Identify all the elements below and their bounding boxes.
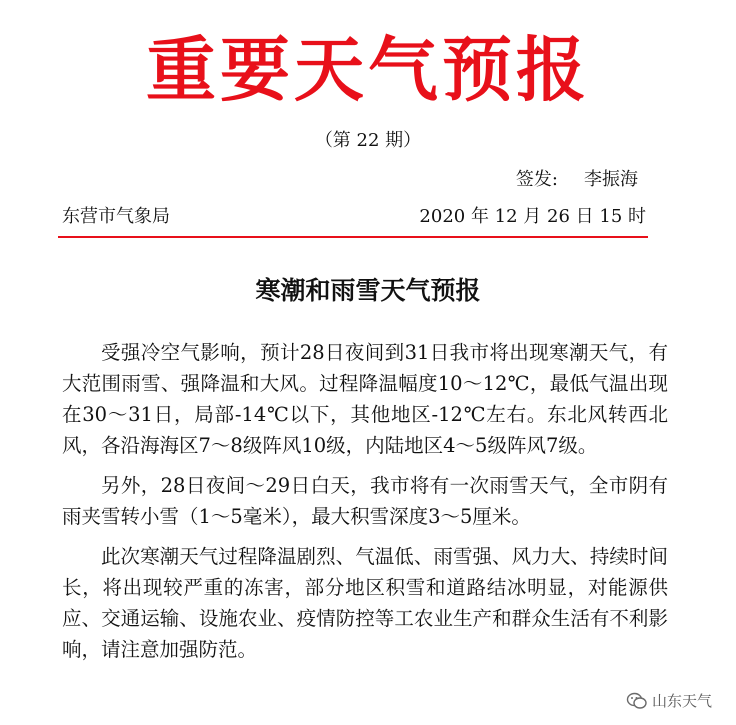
paragraph: 另外，28日夜间～29日白天，我市将有一次雨雪天气，全市阴有雨夹雪转小雪（1～5毫米），最大积雪深度3～5厘米。 (62, 474, 668, 528)
paragraph: 此次寒潮天气过程降温剧烈、气温低、雨雪强、风力大、持续时间长，将出现较严重的冻害，部分地区积雪和道路结冰明显，对能源供应、交通运输、设施农业、疫情防控等工农业生产和群众生活有不利影响，请注意加强防范。 (62, 545, 668, 661)
header-divider (58, 236, 648, 238)
source-watermark (626, 690, 712, 711)
issuing-agency: 东营市气象局 (62, 206, 170, 227)
article-body (62, 337, 668, 674)
issue-number: （第 22 期） (314, 130, 422, 151)
paragraph: 受强冷空气影响，预计28日夜间到31日我市将出现寒潮天气，有大范围雨雪、强降温和大风。过程降温幅度10～12℃，最低气温出现在30～31日，局部-14℃以下，其他地区-12℃左右。东北风转西北风，各沿海海区7～8级阵风10级，内陆地区4～5级阵风7级。 (62, 341, 668, 457)
article-title: 寒潮和雨雪天气预报 (255, 276, 481, 305)
signer-name: 李振海 (584, 169, 638, 190)
issue-datetime: 2020 年 12 月 26 日 15 时 (419, 206, 646, 227)
signer-label: 签发: (515, 169, 558, 190)
signer-line (516, 168, 638, 192)
document-title: 重要天气预报 (146, 28, 590, 111)
wechat-icon (626, 692, 648, 710)
watermark-text: 山东天气 (651, 692, 712, 710)
